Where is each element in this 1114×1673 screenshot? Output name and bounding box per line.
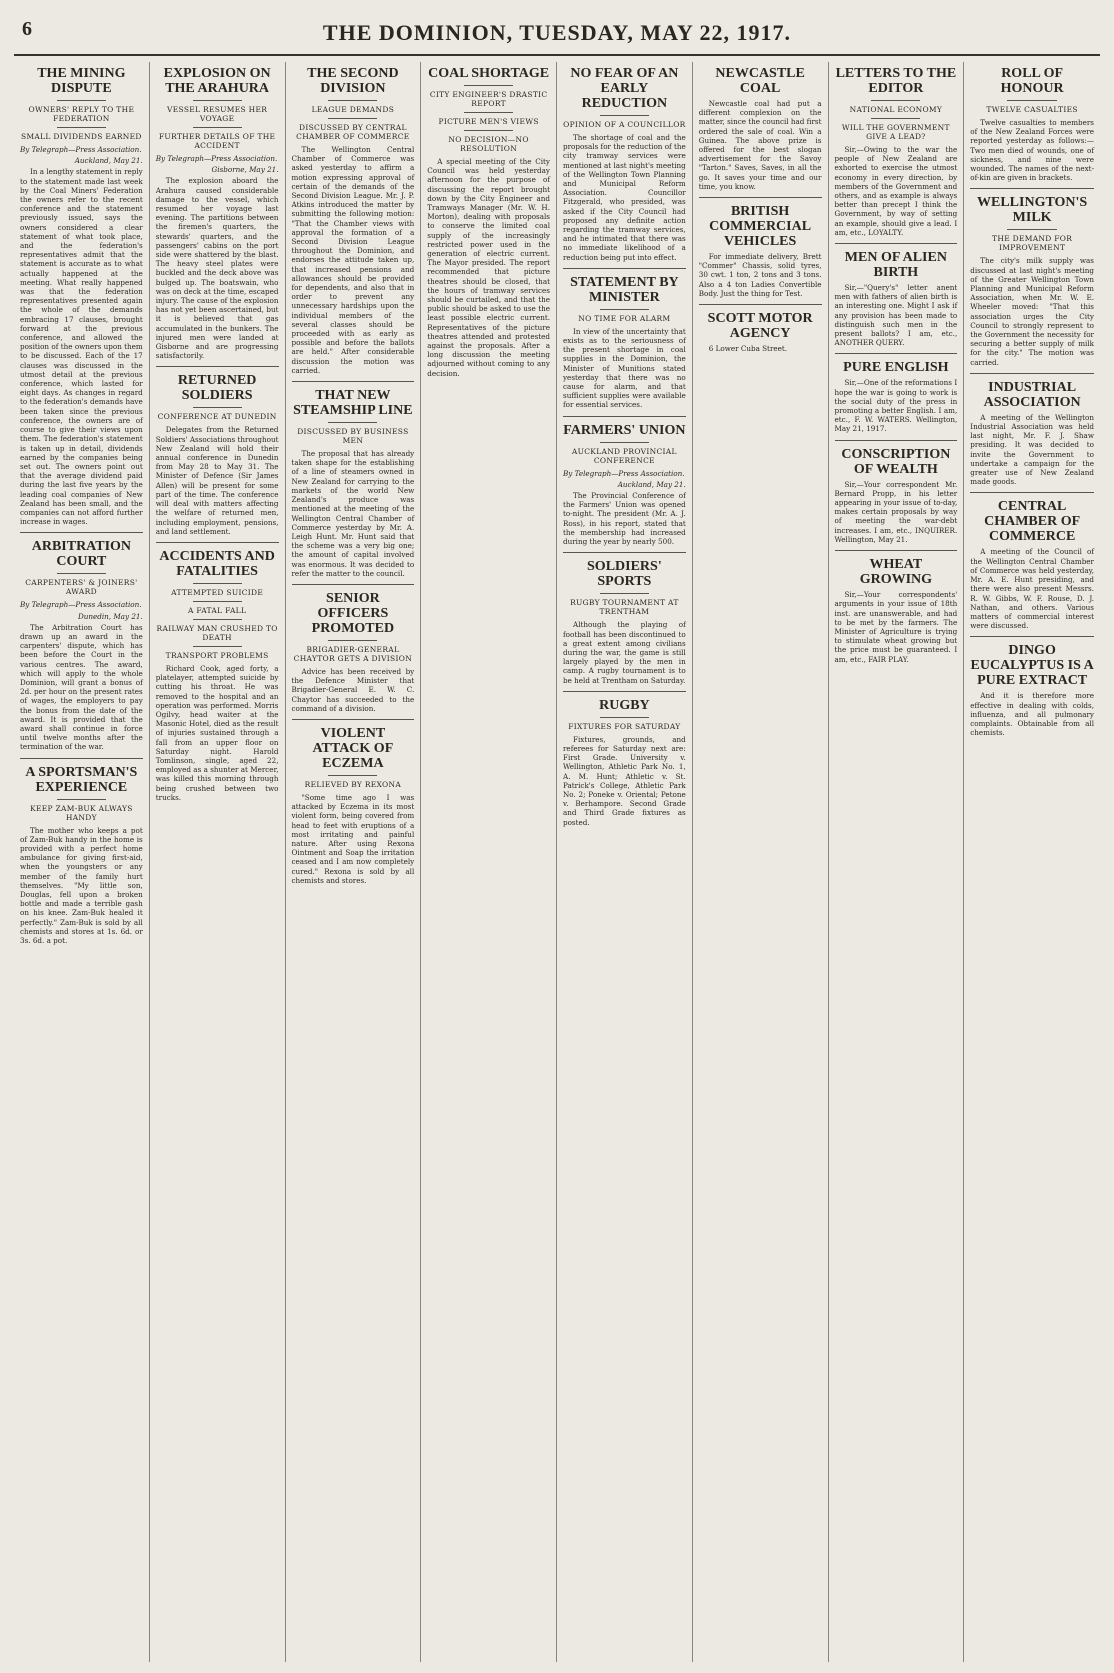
section-divider	[292, 381, 415, 382]
article-body: The shortage of coal and the proposals for the reduction of the city tramway services were mentioned at last night's meeting of the Wellington Town Planning and Municipal Reform Association. Councillor Fitzgerald, who presided, was asked if the City Council had proposed any definite action regarding the tramway services, and he intimated that there was no immediate likelihood of a reduction being put into effect.	[563, 133, 686, 262]
article-subheading: CARPENTERS' & JOINERS' AWARD	[25, 578, 138, 597]
article-headline: RUGBY	[599, 697, 650, 713]
article-headline: CONSCRIPTION OF WEALTH	[841, 446, 951, 477]
article-body: Advice has been received by the Defence Minister that Brigadier-General E. W. C. Chaytor has succeeded to the command of a division.	[291, 666, 415, 713]
headline-rule	[57, 799, 106, 800]
article-subheading: SMALL DIVIDENDS EARNED	[21, 132, 142, 141]
article-subheading: FIXTURES FOR SATURDAY	[568, 721, 681, 731]
article-subheading: DISCUSSED BY CENTRAL CHAMBER OF COMMERCE	[296, 123, 410, 141]
article-headline: LETTERS TO THE EDITOR	[835, 66, 957, 96]
article-subheading: PICTURE MEN'S VIEWS	[438, 117, 539, 126]
article-subheading: FURTHER DETAILS OF THE ACCIDENT	[158, 132, 276, 150]
article-subheading: A FATAL FALL	[187, 605, 247, 615]
headline-rule	[193, 127, 242, 128]
headline-rule	[600, 717, 649, 718]
article-headline: ACCIDENTS AND FATALITIES	[159, 548, 275, 579]
article-headline: SOLDIERS' SPORTS	[587, 559, 662, 590]
article-body: For immediate delivery, Brett "Commer" Chassis, solid tyres, 30 cwt. 1 ton, 2 tons and 3 tons. Also a 4 ton Ladies Convertible Body. Just the thing for Test.	[698, 252, 822, 298]
article-body: The proposal that has already taken shape for the establishing of a line of steamers owned in New Zealand for carrying to the markets of the world New Zealand's produce was mentioned at the meeting of the Wellington Central Chamber of Commerce yesterday by Mr. A. Leigh Hunt. Mr. Hunt said that the scheme was a very big one; the amount of capital involved was enormous. It was decided to refer the matter to the council.	[291, 449, 415, 578]
page-number: 6	[22, 18, 32, 40]
article-dateline: Auckland, May 21.	[617, 479, 686, 489]
article-body: Sir,—Your correspondent Mr. Bernard Propp, in his letter appearing in your issue of to-day, makes certain proposals by way of meeting the war-debt increases. I am, etc., INQUIRER. Wellington, May 21.	[834, 479, 958, 544]
article-headline: RETURNED SOLDIERS	[177, 373, 257, 404]
article-body: A meeting of the Council of the Wellington Central Chamber of Commerce was held yesterday, Mr. A. E. Hunt presiding, and there were also present Messrs. R. W. Gibbs, W. F. Rouse, D. J. Nathan, and others. Various matters of commercial interest were discussed.	[970, 547, 1094, 631]
article-subheading: NATIONAL ECONOMY	[849, 105, 943, 114]
section-divider	[563, 416, 686, 417]
article-subheading: LEAGUE DEMANDS	[311, 105, 395, 114]
section-divider	[699, 197, 822, 198]
article-body: In view of the uncertainty that exists as to the seriousness of the present shortage in coal supplies in the Dominion, the Minister of Munitions stated yesterday that there was no cause for alarm, and that sufficient supplies were available for essential services.	[563, 326, 686, 410]
article-body: A special meeting of the City Council was held yesterday afternoon for the purpose of discussing the report brought down by the City Engineer and Tramways Manager (Mr. W. H. Morton), dealing with proposals to conserve the limited coal supply of the increasingly restricted power used in the generation of electric current. The Mayor presided. The report recommended that picture theatres should be closed, that the hours of tramway services should be curtailed, and that the public should be asked to use the least possible electric current. Representatives of the picture theatres attended and protested against the proposals. After a long discussion the meeting adjourned without coming to any decision.	[427, 157, 550, 378]
article-subheading: TWELVE CASUALTIES	[986, 105, 1078, 114]
headline-rule	[600, 309, 649, 310]
article-body: The explosion aboard the Arahura caused considerable damage to the vessel, which resumed her voyage last evening. The partitions between the firemen's quarters, the stewards' quarters, and the passengers' cabins on the port side were shattered by the blast. The heavy steel plates were buckled and the deck above was bulged up. The boatswain, who was on deck at the time, escaped injury. The cause of the explosion has not yet been ascertained, but it is believed that gas accumulated in the bunkers. The injured men were landed at Gisborne and are progressing satisfactorily.	[155, 176, 279, 361]
article-body: Sir,—"Query's" letter anent men with fathers of alien birth is an interesting one. Might I ask if any provision has been made to distinguish such men in the present ballots? I am, etc., ANOTHER QUERY.	[834, 283, 958, 348]
article-body: A meeting of the Wellington Industrial Association was held last night, Mr. F. J. Shaw presiding. It was decided to invite the Government to undertake a campaign for the greater use of New Zealand made goods.	[970, 412, 1094, 487]
article-body: Delegates from the Returned Soldiers' Associations throughout New Zealand will hold their annual conference in Dunedin from May 28 to May 31. The Minister of Defence (Sir James Allen) will be present for some part of the time. The conference will deal with matters affecting the welfare of returned men, including employment, pensions, and land settlement.	[155, 425, 279, 536]
headline-rule	[464, 112, 513, 113]
headline-rule	[193, 100, 242, 101]
section-divider	[970, 373, 1094, 374]
article-body: Newcastle coal had put a different complexion on the matter, since the council had first ordered the sale of coal. Win a Guinea. The above prize is offered for the best slogan advertisement for the Savoy "Tarton." Saves, Saves, in all the go. It saves your time and our time, you know.	[698, 99, 822, 191]
article-dateline: Auckland, May 21.	[74, 156, 143, 166]
article-subheading: NO TIME FOR ALARM	[578, 313, 671, 323]
section-divider	[156, 366, 279, 367]
article-headline: SENIOR OFFICERS PROMOTED	[311, 590, 395, 636]
section-divider	[292, 719, 415, 720]
article-headline: NEWCASTLE COAL	[715, 66, 805, 96]
article-headline: INDUSTRIAL ASSOCIATION	[983, 379, 1081, 410]
article-headline: THE MINING DISPUTE	[37, 66, 126, 96]
headline-rule	[600, 442, 649, 443]
article-subheading: THE DEMAND FOR IMPROVEMENT	[992, 234, 1073, 253]
column-6	[693, 62, 829, 1662]
headline-rule	[1007, 100, 1057, 101]
article-headline: VIOLENT ATTACK OF ECZEMA	[312, 725, 394, 771]
section-divider	[835, 440, 958, 441]
article-headline: A SPORTSMAN'S EXPERIENCE	[25, 764, 138, 795]
article-headline: MEN OF ALIEN BIRTH	[844, 250, 947, 281]
article-subheading: ATTEMPTED SUICIDE	[171, 587, 264, 597]
article-body: Sir,—One of the reformations I hope the war is going to work is the social duty of the press in promoting a better English. I am, etc., F. W. WATERS. Wellington, May 21, 1917.	[834, 378, 958, 434]
article-dateline: Gisborne, May 21.	[211, 165, 279, 175]
article-subheading: VESSEL RESUMES HER VOYAGE	[167, 105, 268, 123]
article-headline: NO FEAR OF AN EARLY REDUCTION	[570, 66, 679, 111]
section-divider	[563, 268, 686, 269]
article-byline: By Telegraph—Press Association.	[155, 154, 278, 163]
headline-rule	[600, 593, 649, 594]
article-dateline: Dunedin, May 21.	[77, 611, 143, 621]
article-subheading: CITY ENGINEER'S DRASTIC REPORT	[429, 90, 548, 108]
headline-rule	[464, 130, 513, 131]
article-body: The mother who keeps a pot of Zam-Buk handy in the home is provided with a perfect home ambulance for giving first-aid, when the youngsters or any member of the family hurt themselves. "My little son, Douglas, fell upon a broken bottle and made a terrible gash on his knee. Zam-Buk healed it perfectly." Zam-Buk is sold by all chemists and stores at 1s. 6d. or 3s. 6d. a pot.	[20, 825, 143, 946]
article-headline: WELLINGTON'S MILK	[977, 195, 1088, 226]
article-headline: EXPLOSION ON THE ARAHURA	[163, 66, 271, 96]
headline-rule	[328, 775, 377, 776]
section-divider	[970, 492, 1094, 493]
section-divider	[835, 243, 958, 244]
article-subheading: RELIEVED BY REXONA	[304, 779, 402, 789]
section-divider	[20, 758, 143, 759]
article-body: Although the playing of football has been discontinued to a great extent among civilians during the war, the game is still largely played by the men in camp. A rugby tournament is to be held at Trentham on Saturday.	[563, 620, 686, 685]
article-subheading: NO DECISION—NO RESOLUTION	[448, 135, 529, 153]
headline-rule	[871, 100, 920, 101]
article-body: 6 Lower Cuba Street.	[708, 344, 788, 354]
section-divider	[835, 550, 958, 551]
headline-rule	[871, 118, 920, 119]
article-headline: ARBITRATION COURT	[31, 539, 132, 570]
column-4	[421, 62, 557, 1662]
article-headline: DINGO EUCALYPTUS IS A PURE EXTRACT	[970, 643, 1094, 689]
article-subheading: OWNERS' REPLY TO THE FEDERATION	[28, 105, 135, 123]
section-divider	[970, 188, 1094, 189]
article-subheading: RUGBY TOURNAMENT AT TRENTHAM	[570, 598, 679, 617]
article-subheading: RAILWAY MAN CRUSHED TO DEATH	[156, 623, 278, 642]
article-body: In a lengthy statement in reply to the statement made last week by the Coal Miners' Federation the owners refer to the recent conference and the statement previously issued, says the owners considered a clear statement of what took place, and the federation's representatives admit that the statement is accurate as to what actually happened at the meeting. What really happened was that the federation representatives presented again the whole of the demands embracing 17 clauses, brought forward at the previous conference, and allowed the position of the owners upon them to be discussed. Each of the 17 clauses was discussed in the utmost detail at the previous conference, which lasted for eight days. As changes in regard to the federation's demands have been taken since the previous conference, the owners are of course to give their views upon them. The federation's statement is taken up in detail, dividends earned by the companies being set out. The owners point out that the average dividend paid during the last five years by the leading coal companies of New Zealand has been small, and the companies can not afford further increase in wages.	[20, 167, 143, 527]
headline-rule	[193, 583, 242, 584]
newspaper-title: THE DOMINION, TUESDAY, MAY 22, 1917.	[322, 20, 792, 45]
article-body: "Some time ago I was attacked by Eczema in its most violent form, being covered from head to feet with eruptions of a most irritating and painful nature. After using Rexona Ointment and Soap the irritation ceased and I am now completely cured." Rexona is sold by all chemists and stores.	[291, 792, 415, 885]
article-byline: By Telegraph—Press Association.	[563, 468, 685, 478]
section-divider	[20, 532, 143, 533]
headline-rule	[57, 573, 106, 574]
article-headline: CENTRAL CHAMBER OF COMMERCE	[984, 499, 1081, 545]
article-headline: COAL SHORTAGE	[428, 66, 550, 81]
article-headline: THAT NEW STEAMSHIP LINE	[293, 388, 413, 419]
column-5	[557, 62, 693, 1662]
headline-rule	[1007, 229, 1057, 230]
section-divider	[156, 542, 279, 543]
article-headline: FARMERS' UNION	[563, 422, 686, 438]
headline-rule	[328, 640, 377, 641]
article-body: The Provincial Conference of the Farmers' Union was opened to-night. The president (Mr. A. J. Ross), in his report, stated that the membership had increased during the year by nearly 500.	[563, 491, 686, 547]
headline-rule	[193, 646, 242, 647]
section-divider	[699, 304, 822, 305]
article-body: Sir,—Owing to the war the people of New Zealand are exhorted to exercise the utmost economy in every direction, by members of the Government and others, and as example is always better than precept I think the Government, by way of setting an example, should give a lead. I am, etc., LOYALTY.	[834, 145, 958, 237]
article-subheading: CONFERENCE AT DUNEDIN	[157, 412, 277, 422]
article-headline: PURE ENGLISH	[843, 360, 949, 376]
article-headline: THE SECOND DIVISION	[307, 66, 399, 96]
article-body: Fixtures, grounds, and referees for Saturday next are: First Grade. University v. Wellington, Athletic Park No. 1, A. M. Hunt; Athletic v. St. Patrick's College, Athletic Park No. 2; Poneke v. Oriental; Petone v. Berhampore. Second Grade and Third Grade fixtures as posted.	[563, 734, 686, 827]
headline-rule	[193, 601, 242, 602]
article-body: Twelve casualties to members of the New Zealand Forces were reported yesterday as follows:—Two men died of wounds, one of sickness, and nine were wounded. The names of the next-of-kin are given in brackets.	[970, 118, 1094, 183]
article-headline: WHEAT GROWING	[859, 557, 933, 588]
headline-rule	[193, 407, 242, 408]
headline-rule	[193, 619, 242, 620]
section-divider	[292, 584, 415, 585]
article-columns	[14, 62, 1100, 1662]
headline-rule	[328, 118, 377, 119]
article-body: Sir,—Your correspondents' arguments in your issue of 18th inst. are unanswerable, and had to be met by the farmers. The Minister of Agriculture is trying to stimulate wheat growing but the price must be guaranteed. I am, etc., FAIR PLAY.	[834, 590, 958, 664]
article-body: The city's milk supply was discussed at last night's meeting of the Greater Wellington Town Planning and Municipal Reform Association, when Mr. W. E. Wheeler moved: "That this association urges the City Council to strongly represent to the Government the necessity for securing a better supply of milk for the city." The motion was carried.	[970, 256, 1094, 367]
headline-rule	[600, 115, 649, 116]
article-body: The Arbitration Court has drawn up an award in the carpenters' dispute, which has been before the Court in the various centres. The award, which will apply to the whole Dominion, will grant a bonus of 2d. per hour on the present rates of wages, the employers to pay the bonus from the date of the award. It is provided that the award shall continue in force until twelve months after the termination of the war.	[20, 622, 143, 752]
column-3	[286, 62, 422, 1662]
headline-rule	[57, 127, 106, 128]
article-body: Richard Cook, aged forty, a platelayer, attempted suicide by cutting his throat. He was removed to the hospital and an operation was performed. Morris Ogilvy, head waiter at the Masonic Hotel, died as the result of injuries sustained through a fall from an upper floor on Saturday night. Harold Tomlinson, single, aged 22, employed as a shunter at Mercer, was killed this morning through being crushed between two trucks.	[155, 663, 279, 802]
article-headline: SCOTT MOTOR AGENCY	[707, 311, 813, 342]
article-headline: BRITISH COMMERCIAL VEHICLES	[709, 204, 812, 250]
section-divider	[563, 552, 686, 553]
article-subheading: KEEP ZAM-BUK ALWAYS HANDY	[30, 803, 133, 822]
article-subheading: OPINION OF A COUNCILLOR	[563, 120, 686, 129]
article-headline: ROLL OF HONOUR	[1000, 66, 1064, 96]
article-subheading: BRIGADIER-GENERAL CHAYTOR GETS A DIVISION	[293, 644, 413, 663]
article-subheading: TRANSPORT PROBLEMS	[165, 650, 269, 660]
headline-rule	[328, 100, 377, 101]
article-headline: STATEMENT BY MINISTER	[570, 274, 679, 305]
article-subheading: DISCUSSED BY BUSINESS MEN	[297, 427, 409, 446]
masthead	[14, 18, 1100, 56]
article-subheading: WILL THE GOVERNMENT GIVE A LEAD?	[841, 123, 950, 141]
column-1	[14, 62, 150, 1662]
column-2	[150, 62, 286, 1662]
headline-rule	[464, 85, 513, 86]
section-divider	[563, 691, 686, 692]
section-divider	[835, 353, 958, 354]
article-byline: By Telegraph—Press Association.	[20, 145, 142, 154]
article-byline: By Telegraph—Press Association.	[20, 600, 142, 610]
column-7	[829, 62, 965, 1662]
article-body: And it is therefore more effective in dealing with colds, influenza, and all pulmonary complaints. Obtainable from all chemists.	[970, 691, 1094, 738]
article-body: The Wellington Central Chamber of Commerce was asked yesterday to affirm a motion expressing approval of certain of the demands of the Second Division League. Mr. J. P. Atkins introduced the matter by submitting the following motion: "That the Chamber views with approval the formation of a Second Division League throughout the Dominion, and endorses the attitude taken up, that increased pensions and allowances should be provided for dependents, and also that in order to prevent any unnecessary hardships upon the individual members of the several classes should be proceeded with as early as possible and before the ballots are held." After considerable discussion the motion was carried.	[291, 145, 415, 375]
section-divider	[970, 636, 1094, 637]
column-8	[964, 62, 1100, 1662]
article-subheading: AUCKLAND PROVINCIAL CONFERENCE	[571, 446, 677, 465]
headline-rule	[57, 100, 106, 101]
headline-rule	[328, 422, 377, 423]
